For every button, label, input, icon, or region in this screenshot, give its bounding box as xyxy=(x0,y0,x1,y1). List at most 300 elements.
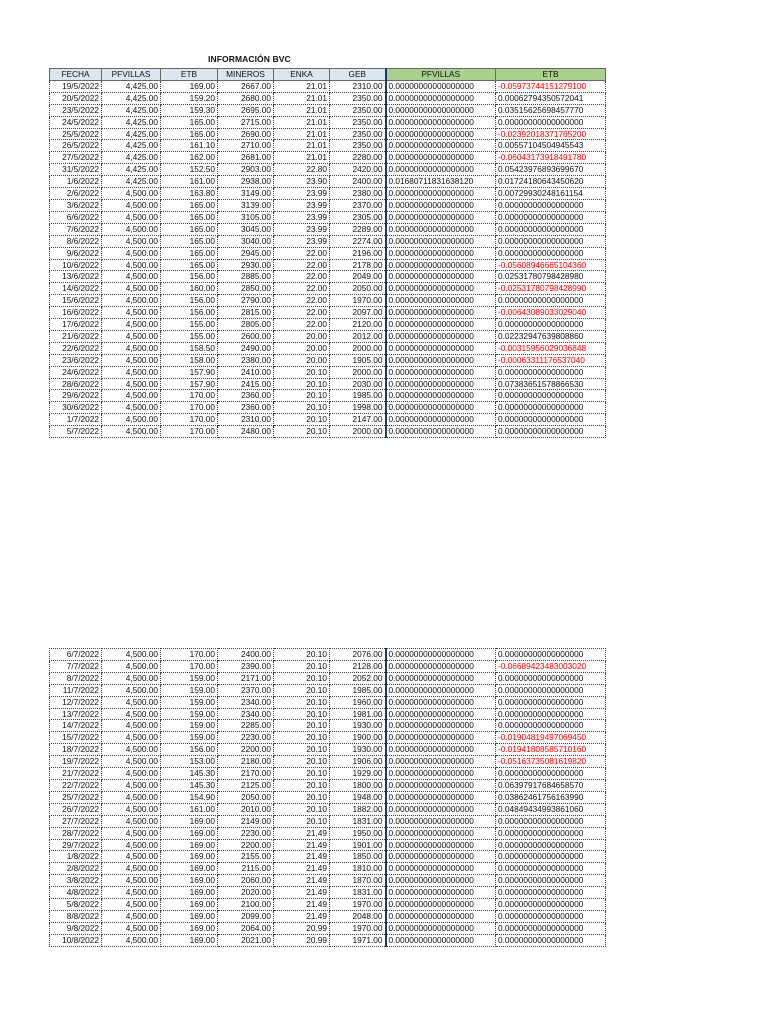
cell-mineros[interactable]: 2680.00 xyxy=(218,92,274,104)
cell-etb[interactable]: 155.00 xyxy=(161,319,218,331)
cell-pfvillas[interactable]: 4,425.00 xyxy=(102,80,161,92)
cell-mineros[interactable]: 2064.00 xyxy=(218,922,274,934)
cell-enka[interactable]: 22.00 xyxy=(274,247,330,259)
cell-etb[interactable]: 157.90 xyxy=(161,366,218,378)
cell-mineros[interactable]: 2695.00 xyxy=(218,104,274,116)
cell-return-etb[interactable]: 0.00000000000000000 xyxy=(496,720,606,732)
cell-geb[interactable]: 2289.00 xyxy=(330,223,386,235)
cell-etb[interactable]: 159.00 xyxy=(161,672,218,684)
cell-etb[interactable]: 159.30 xyxy=(161,104,218,116)
cell-etb[interactable]: 159.00 xyxy=(161,708,218,720)
cell-return-etb[interactable]: 0.00000000000000000 xyxy=(496,247,606,259)
cell-mineros[interactable]: 2115.00 xyxy=(218,863,274,875)
cell-fecha[interactable]: 16/6/2022 xyxy=(50,307,102,319)
cell-etb[interactable]: 169.00 xyxy=(161,851,218,863)
cell-return-pfvillas[interactable]: 0.00000000000000000 xyxy=(386,235,496,247)
cell-return-pfvillas[interactable]: 0.00000000000000000 xyxy=(386,791,496,803)
cell-pfvillas[interactable]: 4,425.00 xyxy=(102,164,161,176)
cell-return-pfvillas[interactable]: 0.00000000000000000 xyxy=(386,330,496,342)
cell-etb[interactable]: 170.00 xyxy=(161,402,218,414)
cell-enka[interactable]: 20.10 xyxy=(274,414,330,426)
cell-pfvillas[interactable]: 4,500.00 xyxy=(102,791,161,803)
cell-mineros[interactable]: 2400.00 xyxy=(218,649,274,661)
cell-return-pfvillas[interactable]: 0.00000000000000000 xyxy=(386,899,496,911)
cell-fecha[interactable]: 24/5/2022 xyxy=(50,116,102,128)
cell-enka[interactable]: 20.10 xyxy=(274,779,330,791)
cell-geb[interactable]: 2350.00 xyxy=(330,92,386,104)
cell-geb[interactable]: 1985.00 xyxy=(330,684,386,696)
cell-enka[interactable]: 21.49 xyxy=(274,887,330,899)
cell-mineros[interactable]: 2200.00 xyxy=(218,839,274,851)
cell-enka[interactable]: 22.00 xyxy=(274,295,330,307)
cell-enka[interactable]: 21.49 xyxy=(274,910,330,922)
cell-return-pfvillas[interactable]: 0.00000000000000000 xyxy=(386,390,496,402)
cell-geb[interactable]: 1998.00 xyxy=(330,402,386,414)
cell-enka[interactable]: 20.10 xyxy=(274,768,330,780)
cell-return-etb[interactable]: -0.00063311176537040 xyxy=(496,354,606,366)
cell-pfvillas[interactable]: 4,500.00 xyxy=(102,875,161,887)
cell-pfvillas[interactable]: 4,500.00 xyxy=(102,378,161,390)
cell-return-pfvillas[interactable]: 0.00000000000000000 xyxy=(386,426,496,438)
header-etb[interactable]: ETB xyxy=(161,69,218,81)
cell-geb[interactable]: 1970.00 xyxy=(330,922,386,934)
cell-fecha[interactable]: 25/7/2022 xyxy=(50,791,102,803)
cell-return-etb[interactable]: 0.01724180643450620 xyxy=(496,176,606,188)
cell-return-pfvillas[interactable]: 0.00000000000000000 xyxy=(386,720,496,732)
cell-pfvillas[interactable]: 4,500.00 xyxy=(102,259,161,271)
cell-return-etb[interactable]: 0.00000000000000000 xyxy=(496,934,606,946)
cell-mineros[interactable]: 2171.00 xyxy=(218,672,274,684)
cell-enka[interactable]: 20.10 xyxy=(274,732,330,744)
cell-pfvillas[interactable]: 4,425.00 xyxy=(102,176,161,188)
cell-return-etb[interactable]: 0.00000000000000000 xyxy=(496,708,606,720)
cell-fecha[interactable]: 7/7/2022 xyxy=(50,660,102,672)
cell-pfvillas[interactable]: 4,500.00 xyxy=(102,684,161,696)
cell-return-etb[interactable]: 0.00557104504945543 xyxy=(496,140,606,152)
cell-geb[interactable]: 1831.00 xyxy=(330,887,386,899)
cell-geb[interactable]: 1901.00 xyxy=(330,839,386,851)
cell-etb[interactable]: 165.00 xyxy=(161,247,218,259)
cell-return-etb[interactable]: -0.00315956029036848 xyxy=(496,342,606,354)
cell-fecha[interactable]: 3/6/2022 xyxy=(50,199,102,211)
cell-return-pfvillas[interactable]: 0.01680711831638120 xyxy=(386,176,496,188)
cell-fecha[interactable]: 10/6/2022 xyxy=(50,259,102,271)
cell-pfvillas[interactable]: 4,500.00 xyxy=(102,672,161,684)
cell-enka[interactable]: 21.01 xyxy=(274,152,330,164)
cell-geb[interactable]: 1970.00 xyxy=(330,899,386,911)
cell-mineros[interactable]: 2340.00 xyxy=(218,708,274,720)
cell-return-pfvillas[interactable]: 0.00000000000000000 xyxy=(386,922,496,934)
cell-enka[interactable]: 20.10 xyxy=(274,791,330,803)
cell-mineros[interactable]: 2285.00 xyxy=(218,720,274,732)
cell-etb[interactable]: 169.00 xyxy=(161,80,218,92)
cell-pfvillas[interactable]: 4,500.00 xyxy=(102,366,161,378)
cell-return-pfvillas[interactable]: 0.00000000000000000 xyxy=(386,223,496,235)
cell-enka[interactable]: 22.00 xyxy=(274,271,330,283)
cell-etb[interactable]: 159.20 xyxy=(161,92,218,104)
cell-return-pfvillas[interactable]: 0.00000000000000000 xyxy=(386,851,496,863)
cell-fecha[interactable]: 28/7/2022 xyxy=(50,827,102,839)
cell-mineros[interactable]: 2340.00 xyxy=(218,696,274,708)
cell-fecha[interactable]: 14/7/2022 xyxy=(50,720,102,732)
cell-return-etb[interactable]: -0.06043173918491780 xyxy=(496,152,606,164)
cell-enka[interactable]: 23.90 xyxy=(274,176,330,188)
cell-mineros[interactable]: 2815.00 xyxy=(218,307,274,319)
cell-return-etb[interactable]: 0.00000000000000000 xyxy=(496,402,606,414)
cell-geb[interactable]: 1831.00 xyxy=(330,815,386,827)
cell-mineros[interactable]: 2099.00 xyxy=(218,910,274,922)
cell-return-pfvillas[interactable]: 0.00000000000000000 xyxy=(386,295,496,307)
cell-fecha[interactable]: 13/6/2022 xyxy=(50,271,102,283)
cell-mineros[interactable]: 2681.00 xyxy=(218,152,274,164)
cell-return-etb[interactable]: -0.05973744151279100 xyxy=(496,80,606,92)
cell-fecha[interactable]: 31/5/2022 xyxy=(50,164,102,176)
cell-enka[interactable]: 20.10 xyxy=(274,378,330,390)
cell-pfvillas[interactable]: 4,500.00 xyxy=(102,732,161,744)
cell-return-pfvillas[interactable]: 0.00000000000000000 xyxy=(386,128,496,140)
cell-mineros[interactable]: 2020.00 xyxy=(218,887,274,899)
cell-etb[interactable]: 159.00 xyxy=(161,696,218,708)
cell-enka[interactable]: 20.00 xyxy=(274,354,330,366)
cell-return-pfvillas[interactable]: 0.00000000000000000 xyxy=(386,744,496,756)
cell-return-pfvillas[interactable]: 0.00000000000000000 xyxy=(386,839,496,851)
cell-fecha[interactable]: 24/6/2022 xyxy=(50,366,102,378)
cell-return-etb[interactable]: 0.00729930248161154 xyxy=(496,188,606,200)
cell-etb[interactable]: 159.00 xyxy=(161,720,218,732)
cell-return-etb[interactable]: 0.05423976893699670 xyxy=(496,164,606,176)
cell-mineros[interactable]: 2600.00 xyxy=(218,330,274,342)
cell-pfvillas[interactable]: 4,425.00 xyxy=(102,104,161,116)
cell-fecha[interactable]: 5/8/2022 xyxy=(50,899,102,911)
cell-return-etb[interactable]: 0.00000000000000000 xyxy=(496,366,606,378)
cell-return-etb[interactable]: 0.00000000000000000 xyxy=(496,223,606,235)
cell-enka[interactable]: 20.10 xyxy=(274,366,330,378)
cell-geb[interactable]: 1948.00 xyxy=(330,791,386,803)
cell-geb[interactable]: 1950.00 xyxy=(330,827,386,839)
cell-return-pfvillas[interactable]: 0.00000000000000000 xyxy=(386,756,496,768)
cell-return-etb[interactable]: 0.00000000000000000 xyxy=(496,910,606,922)
cell-mineros[interactable]: 2125.00 xyxy=(218,779,274,791)
cell-return-etb[interactable]: 0.00000000000000000 xyxy=(496,295,606,307)
cell-geb[interactable]: 2000.00 xyxy=(330,342,386,354)
cell-etb[interactable]: 169.00 xyxy=(161,863,218,875)
cell-pfvillas[interactable]: 4,425.00 xyxy=(102,140,161,152)
cell-enka[interactable]: 23.99 xyxy=(274,223,330,235)
cell-pfvillas[interactable]: 4,500.00 xyxy=(102,649,161,661)
cell-etb[interactable]: 145.30 xyxy=(161,768,218,780)
cell-fecha[interactable]: 2/6/2022 xyxy=(50,188,102,200)
cell-enka[interactable]: 20.10 xyxy=(274,660,330,672)
cell-etb[interactable]: 169.00 xyxy=(161,815,218,827)
cell-etb[interactable]: 159.00 xyxy=(161,684,218,696)
cell-pfvillas[interactable]: 4,500.00 xyxy=(102,922,161,934)
cell-fecha[interactable]: 28/6/2022 xyxy=(50,378,102,390)
cell-fecha[interactable]: 7/6/2022 xyxy=(50,223,102,235)
cell-mineros[interactable]: 2180.00 xyxy=(218,756,274,768)
cell-pfvillas[interactable]: 4,500.00 xyxy=(102,354,161,366)
cell-etb[interactable]: 169.00 xyxy=(161,910,218,922)
cell-pfvillas[interactable]: 4,500.00 xyxy=(102,839,161,851)
cell-mineros[interactable]: 2710.00 xyxy=(218,140,274,152)
cell-mineros[interactable]: 2360.00 xyxy=(218,402,274,414)
cell-geb[interactable]: 1906.00 xyxy=(330,756,386,768)
cell-enka[interactable]: 23.99 xyxy=(274,188,330,200)
cell-return-etb[interactable]: 0.00000000000000000 xyxy=(496,414,606,426)
cell-etb[interactable]: 159.00 xyxy=(161,732,218,744)
cell-pfvillas[interactable]: 4,500.00 xyxy=(102,188,161,200)
cell-return-etb[interactable]: 0.00000000000000000 xyxy=(496,768,606,780)
header-return-pfvillas[interactable]: PFVILLAS xyxy=(386,69,496,81)
cell-fecha[interactable]: 10/8/2022 xyxy=(50,934,102,946)
cell-pfvillas[interactable]: 4,500.00 xyxy=(102,211,161,223)
cell-enka[interactable]: 20.99 xyxy=(274,934,330,946)
cell-etb[interactable]: 169.00 xyxy=(161,922,218,934)
cell-mineros[interactable]: 2805.00 xyxy=(218,319,274,331)
cell-mineros[interactable]: 2930.00 xyxy=(218,259,274,271)
cell-return-etb[interactable]: 0.06397917684658570 xyxy=(496,779,606,791)
cell-geb[interactable]: 2280.00 xyxy=(330,152,386,164)
cell-enka[interactable]: 22.80 xyxy=(274,164,330,176)
cell-pfvillas[interactable]: 4,500.00 xyxy=(102,307,161,319)
cell-fecha[interactable]: 22/6/2022 xyxy=(50,342,102,354)
cell-return-pfvillas[interactable]: 0.00000000000000000 xyxy=(386,910,496,922)
cell-fecha[interactable]: 8/8/2022 xyxy=(50,910,102,922)
cell-enka[interactable]: 20.10 xyxy=(274,744,330,756)
cell-geb[interactable]: 1800.00 xyxy=(330,779,386,791)
cell-return-pfvillas[interactable]: 0.00000000000000000 xyxy=(386,732,496,744)
cell-pfvillas[interactable]: 4,500.00 xyxy=(102,744,161,756)
cell-return-pfvillas[interactable]: 0.00000000000000000 xyxy=(386,366,496,378)
cell-etb[interactable]: 160.00 xyxy=(161,283,218,295)
cell-pfvillas[interactable]: 4,500.00 xyxy=(102,910,161,922)
cell-fecha[interactable]: 20/5/2022 xyxy=(50,92,102,104)
cell-return-pfvillas[interactable]: 0.00000000000000000 xyxy=(386,779,496,791)
cell-return-pfvillas[interactable]: 0.00000000000000000 xyxy=(386,319,496,331)
cell-fecha[interactable]: 15/7/2022 xyxy=(50,732,102,744)
cell-fecha[interactable]: 29/7/2022 xyxy=(50,839,102,851)
cell-pfvillas[interactable]: 4,500.00 xyxy=(102,803,161,815)
cell-return-etb[interactable]: 0.00000000000000000 xyxy=(496,211,606,223)
cell-fecha[interactable]: 18/7/2022 xyxy=(50,744,102,756)
cell-enka[interactable]: 22.00 xyxy=(274,283,330,295)
cell-etb[interactable]: 152.50 xyxy=(161,164,218,176)
cell-geb[interactable]: 1930.00 xyxy=(330,720,386,732)
cell-return-pfvillas[interactable]: 0.00000000000000000 xyxy=(386,307,496,319)
cell-return-pfvillas[interactable]: 0.00000000000000000 xyxy=(386,684,496,696)
cell-mineros[interactable]: 2415.00 xyxy=(218,378,274,390)
cell-return-etb[interactable]: 0.00000000000000000 xyxy=(496,863,606,875)
cell-mineros[interactable]: 3139.00 xyxy=(218,199,274,211)
cell-pfvillas[interactable]: 4,425.00 xyxy=(102,128,161,140)
cell-geb[interactable]: 2120.00 xyxy=(330,319,386,331)
cell-enka[interactable]: 23.99 xyxy=(274,211,330,223)
cell-enka[interactable]: 20.10 xyxy=(274,402,330,414)
cell-return-pfvillas[interactable]: 0.00000000000000000 xyxy=(386,104,496,116)
cell-etb[interactable]: 169.00 xyxy=(161,839,218,851)
cell-fecha[interactable]: 12/7/2022 xyxy=(50,696,102,708)
cell-geb[interactable]: 1985.00 xyxy=(330,390,386,402)
cell-geb[interactable]: 2000.00 xyxy=(330,426,386,438)
cell-geb[interactable]: 2049.00 xyxy=(330,271,386,283)
cell-return-etb[interactable]: 0.02232947639808860 xyxy=(496,330,606,342)
cell-return-pfvillas[interactable]: 0.00000000000000000 xyxy=(386,649,496,661)
cell-return-etb[interactable]: 0.00000000000000000 xyxy=(496,922,606,934)
header-enka[interactable]: ENKA xyxy=(274,69,330,81)
cell-etb[interactable]: 170.00 xyxy=(161,426,218,438)
header-fecha[interactable]: FECHA xyxy=(50,69,102,81)
cell-return-etb[interactable]: 0.03862461756163990 xyxy=(496,791,606,803)
cell-geb[interactable]: 1930.00 xyxy=(330,744,386,756)
cell-return-pfvillas[interactable]: 0.00000000000000000 xyxy=(386,708,496,720)
cell-enka[interactable]: 21.01 xyxy=(274,104,330,116)
cell-return-pfvillas[interactable]: 0.00000000000000000 xyxy=(386,378,496,390)
cell-fecha[interactable]: 19/5/2022 xyxy=(50,80,102,92)
cell-etb[interactable]: 157.90 xyxy=(161,378,218,390)
cell-pfvillas[interactable]: 4,500.00 xyxy=(102,851,161,863)
cell-enka[interactable]: 20.10 xyxy=(274,720,330,732)
cell-etb[interactable]: 155.00 xyxy=(161,330,218,342)
cell-enka[interactable]: 21.49 xyxy=(274,827,330,839)
cell-fecha[interactable]: 21/7/2022 xyxy=(50,768,102,780)
cell-return-etb[interactable]: 0.00000000000000000 xyxy=(496,199,606,211)
cell-etb[interactable]: 170.00 xyxy=(161,390,218,402)
cell-pfvillas[interactable]: 4,500.00 xyxy=(102,934,161,946)
cell-enka[interactable]: 20.10 xyxy=(274,696,330,708)
cell-geb[interactable]: 2076.00 xyxy=(330,649,386,661)
cell-etb[interactable]: 165.00 xyxy=(161,259,218,271)
cell-return-pfvillas[interactable]: 0.00000000000000000 xyxy=(386,152,496,164)
cell-mineros[interactable]: 2850.00 xyxy=(218,283,274,295)
cell-pfvillas[interactable]: 4,500.00 xyxy=(102,342,161,354)
cell-pfvillas[interactable]: 4,500.00 xyxy=(102,827,161,839)
cell-etb[interactable]: 163.80 xyxy=(161,188,218,200)
cell-enka[interactable]: 20.10 xyxy=(274,815,330,827)
cell-return-pfvillas[interactable]: 0.00000000000000000 xyxy=(386,80,496,92)
cell-pfvillas[interactable]: 4,425.00 xyxy=(102,92,161,104)
cell-fecha[interactable]: 6/6/2022 xyxy=(50,211,102,223)
cell-geb[interactable]: 1810.00 xyxy=(330,863,386,875)
cell-return-etb[interactable]: 0.00000000000000000 xyxy=(496,426,606,438)
cell-geb[interactable]: 1900.00 xyxy=(330,732,386,744)
cell-enka[interactable]: 22.00 xyxy=(274,259,330,271)
cell-fecha[interactable]: 22/7/2022 xyxy=(50,779,102,791)
cell-return-pfvillas[interactable]: 0.00000000000000000 xyxy=(386,803,496,815)
cell-geb[interactable]: 2350.00 xyxy=(330,128,386,140)
cell-return-pfvillas[interactable]: 0.00000000000000000 xyxy=(386,164,496,176)
cell-geb[interactable]: 1971.00 xyxy=(330,934,386,946)
cell-mineros[interactable]: 2100.00 xyxy=(218,899,274,911)
cell-mineros[interactable]: 2370.00 xyxy=(218,684,274,696)
cell-pfvillas[interactable]: 4,500.00 xyxy=(102,283,161,295)
cell-return-pfvillas[interactable]: 0.00000000000000000 xyxy=(386,875,496,887)
cell-pfvillas[interactable]: 4,500.00 xyxy=(102,247,161,259)
cell-pfvillas[interactable]: 4,500.00 xyxy=(102,779,161,791)
cell-etb[interactable]: 145.30 xyxy=(161,779,218,791)
cell-geb[interactable]: 1850.00 xyxy=(330,851,386,863)
cell-geb[interactable]: 2400.00 xyxy=(330,176,386,188)
cell-return-etb[interactable]: -0.02392018371765200 xyxy=(496,128,606,140)
cell-geb[interactable]: 1882.00 xyxy=(330,803,386,815)
cell-enka[interactable]: 21.49 xyxy=(274,899,330,911)
cell-pfvillas[interactable]: 4,500.00 xyxy=(102,708,161,720)
cell-etb[interactable]: 165.00 xyxy=(161,223,218,235)
cell-return-pfvillas[interactable]: 0.00000000000000000 xyxy=(386,188,496,200)
cell-enka[interactable]: 20.10 xyxy=(274,672,330,684)
cell-etb[interactable]: 170.00 xyxy=(161,649,218,661)
cell-pfvillas[interactable]: 4,500.00 xyxy=(102,295,161,307)
cell-mineros[interactable]: 2021.00 xyxy=(218,934,274,946)
cell-etb[interactable]: 158.50 xyxy=(161,342,218,354)
cell-return-etb[interactable]: 0.00000000000000000 xyxy=(496,839,606,851)
cell-geb[interactable]: 2370.00 xyxy=(330,199,386,211)
cell-mineros[interactable]: 2903.00 xyxy=(218,164,274,176)
cell-return-pfvillas[interactable]: 0.00000000000000000 xyxy=(386,768,496,780)
cell-pfvillas[interactable]: 4,500.00 xyxy=(102,271,161,283)
cell-return-pfvillas[interactable]: 0.00000000000000000 xyxy=(386,696,496,708)
cell-pfvillas[interactable]: 4,425.00 xyxy=(102,116,161,128)
cell-enka[interactable]: 20.00 xyxy=(274,342,330,354)
cell-enka[interactable]: 21.01 xyxy=(274,80,330,92)
cell-return-etb[interactable]: 0.00000000000000000 xyxy=(496,696,606,708)
cell-geb[interactable]: 2128.00 xyxy=(330,660,386,672)
cell-fecha[interactable]: 26/5/2022 xyxy=(50,140,102,152)
cell-return-pfvillas[interactable]: 0.00000000000000000 xyxy=(386,863,496,875)
cell-return-pfvillas[interactable]: 0.00000000000000000 xyxy=(386,247,496,259)
cell-enka[interactable]: 20.10 xyxy=(274,390,330,402)
cell-enka[interactable]: 21.01 xyxy=(274,128,330,140)
cell-pfvillas[interactable]: 4,500.00 xyxy=(102,235,161,247)
cell-enka[interactable]: 22.00 xyxy=(274,319,330,331)
cell-mineros[interactable]: 2715.00 xyxy=(218,116,274,128)
cell-mineros[interactable]: 2490.00 xyxy=(218,342,274,354)
cell-mineros[interactable]: 3040.00 xyxy=(218,235,274,247)
cell-mineros[interactable]: 2360.00 xyxy=(218,390,274,402)
cell-enka[interactable]: 21.49 xyxy=(274,875,330,887)
cell-return-etb[interactable]: 0.00000000000000000 xyxy=(496,684,606,696)
cell-mineros[interactable]: 2390.00 xyxy=(218,660,274,672)
cell-enka[interactable]: 21.01 xyxy=(274,116,330,128)
cell-return-pfvillas[interactable]: 0.00000000000000000 xyxy=(386,199,496,211)
cell-fecha[interactable]: 15/6/2022 xyxy=(50,295,102,307)
cell-enka[interactable]: 20.10 xyxy=(274,756,330,768)
cell-fecha[interactable]: 30/6/2022 xyxy=(50,402,102,414)
cell-return-etb[interactable]: 0.04849434993861060 xyxy=(496,803,606,815)
cell-etb[interactable]: 169.00 xyxy=(161,934,218,946)
cell-return-pfvillas[interactable]: 0.00000000000000000 xyxy=(386,672,496,684)
cell-mineros[interactable]: 2410.00 xyxy=(218,366,274,378)
cell-return-pfvillas[interactable]: 0.00000000000000000 xyxy=(386,342,496,354)
cell-etb[interactable]: 165.00 xyxy=(161,211,218,223)
cell-return-pfvillas[interactable]: 0.00000000000000000 xyxy=(386,116,496,128)
cell-etb[interactable]: 169.00 xyxy=(161,875,218,887)
cell-enka[interactable]: 20.10 xyxy=(274,803,330,815)
cell-geb[interactable]: 2196.00 xyxy=(330,247,386,259)
cell-return-pfvillas[interactable]: 0.00000000000000000 xyxy=(386,211,496,223)
cell-mineros[interactable]: 2938.00 xyxy=(218,176,274,188)
cell-return-pfvillas[interactable]: 0.00000000000000000 xyxy=(386,934,496,946)
cell-return-etb[interactable]: 0.00000000000000000 xyxy=(496,390,606,402)
cell-mineros[interactable]: 2170.00 xyxy=(218,768,274,780)
cell-geb[interactable]: 2350.00 xyxy=(330,140,386,152)
cell-fecha[interactable]: 3/8/2022 xyxy=(50,875,102,887)
cell-pfvillas[interactable]: 4,500.00 xyxy=(102,815,161,827)
cell-return-pfvillas[interactable]: 0.00000000000000000 xyxy=(386,283,496,295)
cell-enka[interactable]: 20.00 xyxy=(274,330,330,342)
cell-return-etb[interactable]: -0.00643089033029040 xyxy=(496,307,606,319)
cell-return-etb[interactable]: 0.00000000000000000 xyxy=(496,875,606,887)
cell-fecha[interactable]: 23/5/2022 xyxy=(50,104,102,116)
header-geb[interactable]: GEB xyxy=(330,69,386,81)
